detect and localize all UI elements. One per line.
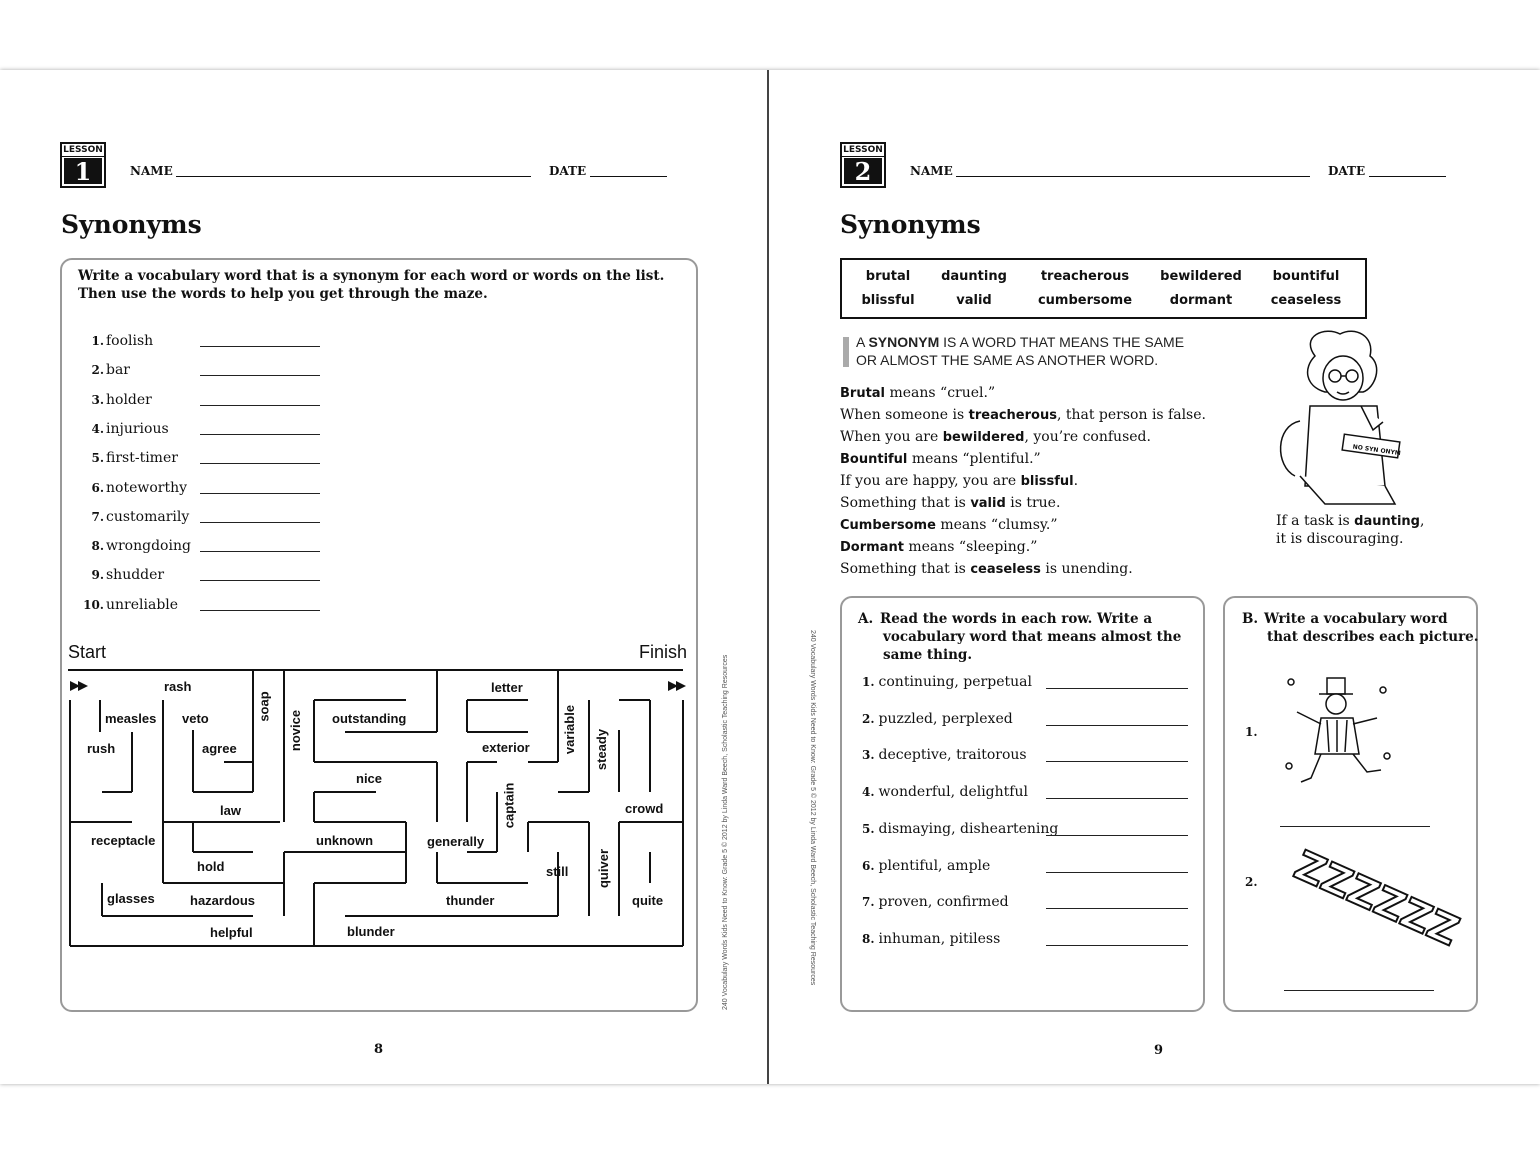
sentence-text: is unending.	[1040, 561, 1133, 577]
maze-word: outstanding	[332, 711, 407, 726]
item-text: plentiful, ample	[878, 857, 991, 874]
item-number: 7.	[862, 895, 875, 910]
example-sentence	[840, 407, 1206, 423]
part-b-answer-2[interactable]	[1284, 990, 1434, 991]
vocab-word: ceaseless	[970, 562, 1041, 577]
vocab-word: valid	[970, 496, 1006, 511]
date-field[interactable]	[1369, 176, 1446, 177]
answer-line[interactable]	[1046, 761, 1188, 762]
maze-word: soap	[256, 691, 272, 722]
maze-word: nice	[356, 771, 383, 786]
part-b-answer-1[interactable]	[1280, 826, 1430, 827]
word-box-item: bountiful	[1272, 269, 1340, 284]
part-b-instructions-1: Write a vocabulary word	[1264, 611, 1448, 627]
item-number: 7.	[91, 509, 104, 524]
vocab-word: treacherous	[968, 408, 1057, 423]
part-b-item-2: 2.	[1245, 875, 1258, 889]
item-word: noteworthy	[106, 479, 188, 496]
item-text: proven, confirmed	[878, 894, 1009, 911]
example-sentence	[840, 561, 1133, 577]
maze-word: captain	[501, 782, 517, 829]
vocab-word: Bountiful	[840, 452, 908, 467]
maze-word: novice	[288, 709, 304, 752]
answer-line[interactable]	[1046, 835, 1188, 836]
sentence-text: means “clumsy.”	[935, 517, 1058, 533]
item-number: 4.	[91, 421, 104, 436]
sentence-text: Something that is	[840, 561, 971, 577]
item-word: unreliable	[106, 596, 179, 613]
dancing-man-picture	[1275, 672, 1400, 797]
maze-word: rush	[87, 741, 116, 756]
illustration-caption-2: it is discouraging.	[1276, 531, 1404, 547]
vocab-word: Cumbersome	[840, 518, 936, 533]
item-word: injurious	[106, 420, 169, 437]
item-text: puzzled, perplexed	[878, 710, 1013, 727]
example-sentence	[840, 517, 1058, 533]
date-label: DATE	[549, 164, 587, 178]
maze-word: quite	[632, 893, 664, 908]
lesson-badge	[840, 142, 886, 188]
maze-word: veto	[182, 711, 209, 726]
example-sentence	[840, 385, 995, 401]
maze-word: rash	[164, 679, 192, 694]
item-word: foolish	[106, 333, 154, 349]
maze-word: unknown	[316, 833, 374, 848]
item-number: 6.	[862, 858, 875, 873]
item-text: dismaying, disheartening	[878, 820, 1059, 837]
maze-word: hold	[197, 859, 225, 874]
instructions-line-1: Write a vocabulary word that is a synonym for each word or words on the list.	[78, 268, 665, 284]
vocab-word: Dormant	[840, 540, 904, 555]
date-label: DATE	[1328, 164, 1366, 178]
answer-line[interactable]	[1046, 945, 1188, 946]
word-box-item: dormant	[1169, 293, 1233, 308]
sentence-text: means “cruel.”	[885, 385, 996, 401]
item-word: holder	[106, 391, 152, 408]
maze-word: receptacle	[91, 833, 156, 848]
part-a-item	[862, 711, 1013, 727]
instructions-line-2: Then use the words to help you get through the maze.	[78, 286, 488, 302]
item-number: 10.	[83, 597, 104, 612]
maze-word: law	[220, 803, 241, 818]
word-box-item: ceaseless	[1270, 293, 1342, 308]
part-a-item	[862, 821, 1058, 837]
sentence-text: When you are	[840, 429, 943, 445]
page-title: Synonyms	[840, 210, 981, 239]
item-number: 4.	[862, 785, 875, 800]
lesson-label: LESSON	[63, 145, 103, 155]
zzz-text: ZZZZZZ	[1287, 842, 1466, 956]
item-word: wrongdoing	[106, 538, 191, 555]
part-a-instructions-2: vocabulary word that means almost the	[883, 629, 1182, 645]
answer-line[interactable]	[1046, 872, 1188, 873]
page-title: Synonyms	[61, 210, 202, 239]
item-number: 2.	[91, 363, 104, 378]
part-a-item	[862, 894, 1009, 910]
vocab-word: bewildered	[942, 430, 1025, 445]
answer-line[interactable]	[1046, 688, 1188, 689]
item-number: 6.	[91, 480, 104, 495]
maze-word: quiver	[596, 848, 612, 889]
part-a-instructions-1: Read the words in each row. Write a	[880, 611, 1153, 627]
sentence-text: means “sleeping.”	[903, 539, 1038, 555]
item-number: 1.	[862, 675, 875, 689]
item-number: 1.	[91, 334, 104, 348]
sentence-text: , you’re confused.	[1024, 429, 1151, 445]
item-number: 8.	[862, 931, 875, 946]
sentence-text: When someone is	[840, 407, 969, 423]
maze-start-label: Start	[68, 642, 107, 662]
item-number: 3.	[91, 392, 104, 407]
maze-word: thunder	[446, 893, 495, 908]
copyright-credit: 240 Vocabulary Words Kids Need to Know: Grade 5 © 2012 by Linda Ward Beech, Scholastic Teaching Resources	[809, 630, 816, 986]
item-number: 5.	[91, 451, 104, 466]
item-number: 5.	[862, 821, 875, 836]
maze-word: hazardous	[190, 893, 256, 908]
part-a-item	[862, 858, 990, 874]
maze-word: blunder	[347, 924, 395, 939]
word-box-item: daunting	[941, 269, 1007, 284]
item-word: shudder	[106, 567, 165, 584]
word-box-item: brutal	[865, 269, 911, 284]
maze-word: letter	[491, 680, 523, 695]
name-label: NAME	[130, 164, 173, 178]
item-word: bar	[106, 362, 131, 379]
maze-word: measles	[105, 711, 157, 726]
maze-word: generally	[427, 834, 485, 849]
lesson-number: 1	[64, 158, 102, 184]
part-a-item	[862, 674, 1032, 690]
item-number: 9.	[91, 568, 104, 583]
maze-word: helpful	[210, 925, 253, 940]
maze-finish-label: Finish	[639, 642, 688, 662]
name-label: NAME	[910, 164, 953, 178]
answer-line[interactable]	[1046, 908, 1188, 909]
example-sentence	[840, 429, 1151, 445]
maze-word: glasses	[107, 891, 155, 906]
page-number: 9	[1154, 1043, 1164, 1058]
definition-line-1: A SYNONYM IS A WORD THAT MEANS THE SAME	[856, 334, 1185, 350]
sleeping-zzz-picture	[1282, 842, 1466, 956]
word-box-item: cumbersome	[1037, 293, 1133, 308]
word-box-item: bewildered	[1160, 269, 1242, 284]
character-illustration	[1265, 326, 1425, 514]
item-text: deceptive, traitorous	[878, 747, 1027, 764]
sentence-text: If you are happy, you are	[840, 473, 1021, 489]
word-box	[840, 258, 1367, 319]
word-box-item: valid	[956, 293, 992, 308]
definition-bar	[843, 337, 849, 367]
page-number: 8	[374, 1042, 384, 1057]
maze-word: still	[546, 864, 569, 879]
illustration-caption-1: If a task is daunting,	[1276, 513, 1425, 529]
part-b-letter: B.	[1242, 611, 1259, 627]
vocab-word: Brutal	[840, 386, 886, 401]
sentence-text: is true.	[1005, 495, 1061, 511]
maze-arrows	[70, 681, 686, 691]
item-word: customarily	[106, 508, 190, 525]
item-text: continuing, perpetual	[878, 674, 1032, 690]
word-box-item: treacherous	[1040, 269, 1130, 284]
maze-word: crowd	[625, 801, 664, 816]
word-box-item: blissful	[861, 293, 915, 308]
vocab-word: blissful	[1020, 474, 1074, 489]
answer-line[interactable]	[1046, 725, 1188, 726]
item-word: first-timer	[106, 450, 178, 467]
name-field[interactable]	[956, 176, 1310, 177]
definition-line-2: OR ALMOST THE SAME AS ANOTHER WORD.	[856, 352, 1159, 368]
sentence-text: .	[1073, 473, 1079, 489]
sentence-text: means “plentiful.”	[907, 451, 1041, 467]
maze-word: steady	[594, 728, 610, 771]
lesson-number: 2	[844, 158, 882, 184]
item-number: 2.	[862, 711, 875, 726]
lesson-label: LESSON	[843, 145, 883, 155]
item-text: wonderful, delightful	[878, 784, 1028, 801]
maze-word: variable	[562, 704, 578, 755]
maze-word: exterior	[482, 740, 530, 755]
part-a-letter: A.	[858, 611, 874, 627]
part-b-instructions-2: that describes each picture.	[1267, 629, 1479, 645]
sentence-text: Something that is	[840, 495, 971, 511]
maze-word: agree	[202, 741, 237, 756]
part-a-item	[862, 747, 1027, 763]
sentence-text: , that person is false.	[1056, 407, 1206, 423]
answer-line[interactable]	[1046, 798, 1188, 799]
sign-text: NO SYN ONYM	[1352, 443, 1402, 458]
item-text: inhuman, pitiless	[878, 930, 1001, 947]
example-sentence	[840, 451, 1041, 467]
example-sentence	[840, 539, 1037, 555]
part-b-item-1: 1.	[1245, 725, 1258, 739]
copyright-credit: 240 Vocabulary Words Kids Need to Know: Grade 5 © 2012 by Linda Ward Beech, Scholastic Teaching Resources	[722, 654, 729, 1010]
example-sentence	[840, 473, 1078, 489]
example-sentence	[840, 495, 1060, 511]
part-a-item	[862, 784, 1028, 800]
part-a-instructions-3: same thing.	[883, 647, 973, 663]
item-number: 3.	[862, 748, 875, 763]
item-number: 8.	[91, 539, 104, 554]
part-a-item	[862, 931, 1000, 947]
